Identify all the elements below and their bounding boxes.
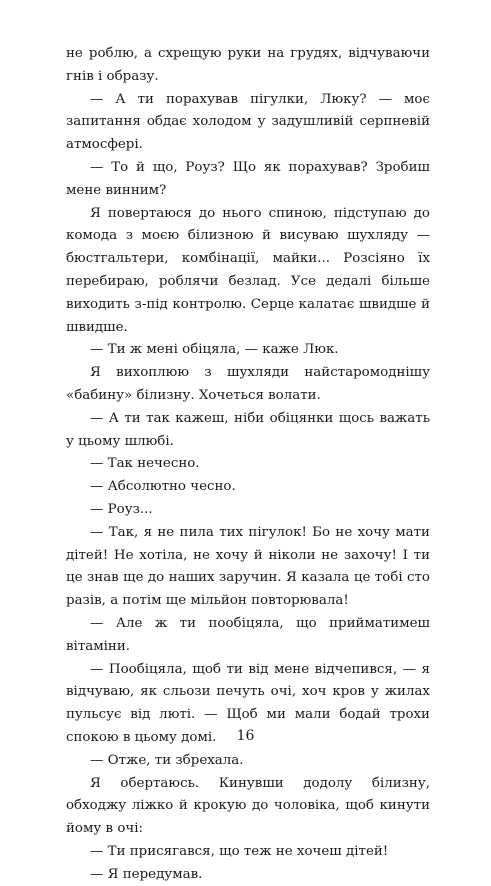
paragraph: — Ти присягався, що теж не хочеш дітей!	[90, 843, 389, 859]
paragraph: — Так нечесно.	[90, 456, 200, 472]
paragraph: не роблю, а схрещую руки на грудях, відчуваючи гнів і образу.	[66, 46, 430, 84]
paragraph: — Але ж ти пообіцяла, що прийматимеш вітаміни.	[66, 615, 430, 654]
paragraph: — Так, я не пила тих пігулок! Бо не хочу мати дітей! Не хотіла, не хочу й ніколи не захочу! І ти це знав ще до наших заручин. Я казала це тобі сто разів, а потім ще мільйон повторювала!	[66, 524, 430, 609]
paragraph: — А ти порахував пігулки, Люку? — моє запитання обдає холодом у задушливій серпневій атмосфері.	[66, 91, 430, 153]
paragraph: Я повертаюся до нього спиною, підступаю до комода з моєю білизною й висуваю шухляду — бюстгальтери, комбінації, майки... Розсіяно їх перебираю, роблячи безлад. Усе дедалі більше виходить з-під контролю. Серце калатає швидше й швидше.	[66, 205, 430, 335]
paragraph: — Я передумав.	[90, 866, 203, 882]
body-text	[66, 43, 430, 886]
paragraph: — Абсолютно чесно.	[90, 479, 236, 495]
paragraph: — А ти так кажеш, ніби обіцянки щось важать у цьому шлюбі.	[66, 410, 430, 449]
paragraph: — Ти ж мені обіцяла, — каже Люк.	[90, 342, 339, 358]
paragraph: Я обертаюсь. Кинувши додолу білизну, обходжу ліжко й крокую до чоловіка, щоб кинути йому в очі:	[66, 775, 430, 837]
paragraph: — Пообіцяла, щоб ти від мене відчепився, — я відчуваю, як сльози печуть очі, хоч кров у жилах пульсує від люті. — Щоб ми мали бодай трохи спокою в цьому домі.	[66, 661, 430, 745]
paragraph: Я вихоплюю з шухляди найстаромоднішу «бабину» білизну. Хочеться волати.	[66, 365, 430, 403]
paragraph: — Отже, ти збрехала.	[90, 752, 244, 768]
paragraph: — Роуз...	[90, 501, 153, 517]
page-number: 16	[236, 728, 255, 744]
paragraph: — То й що, Роуз? Що як порахував? Зробиш мене винним?	[66, 159, 430, 198]
